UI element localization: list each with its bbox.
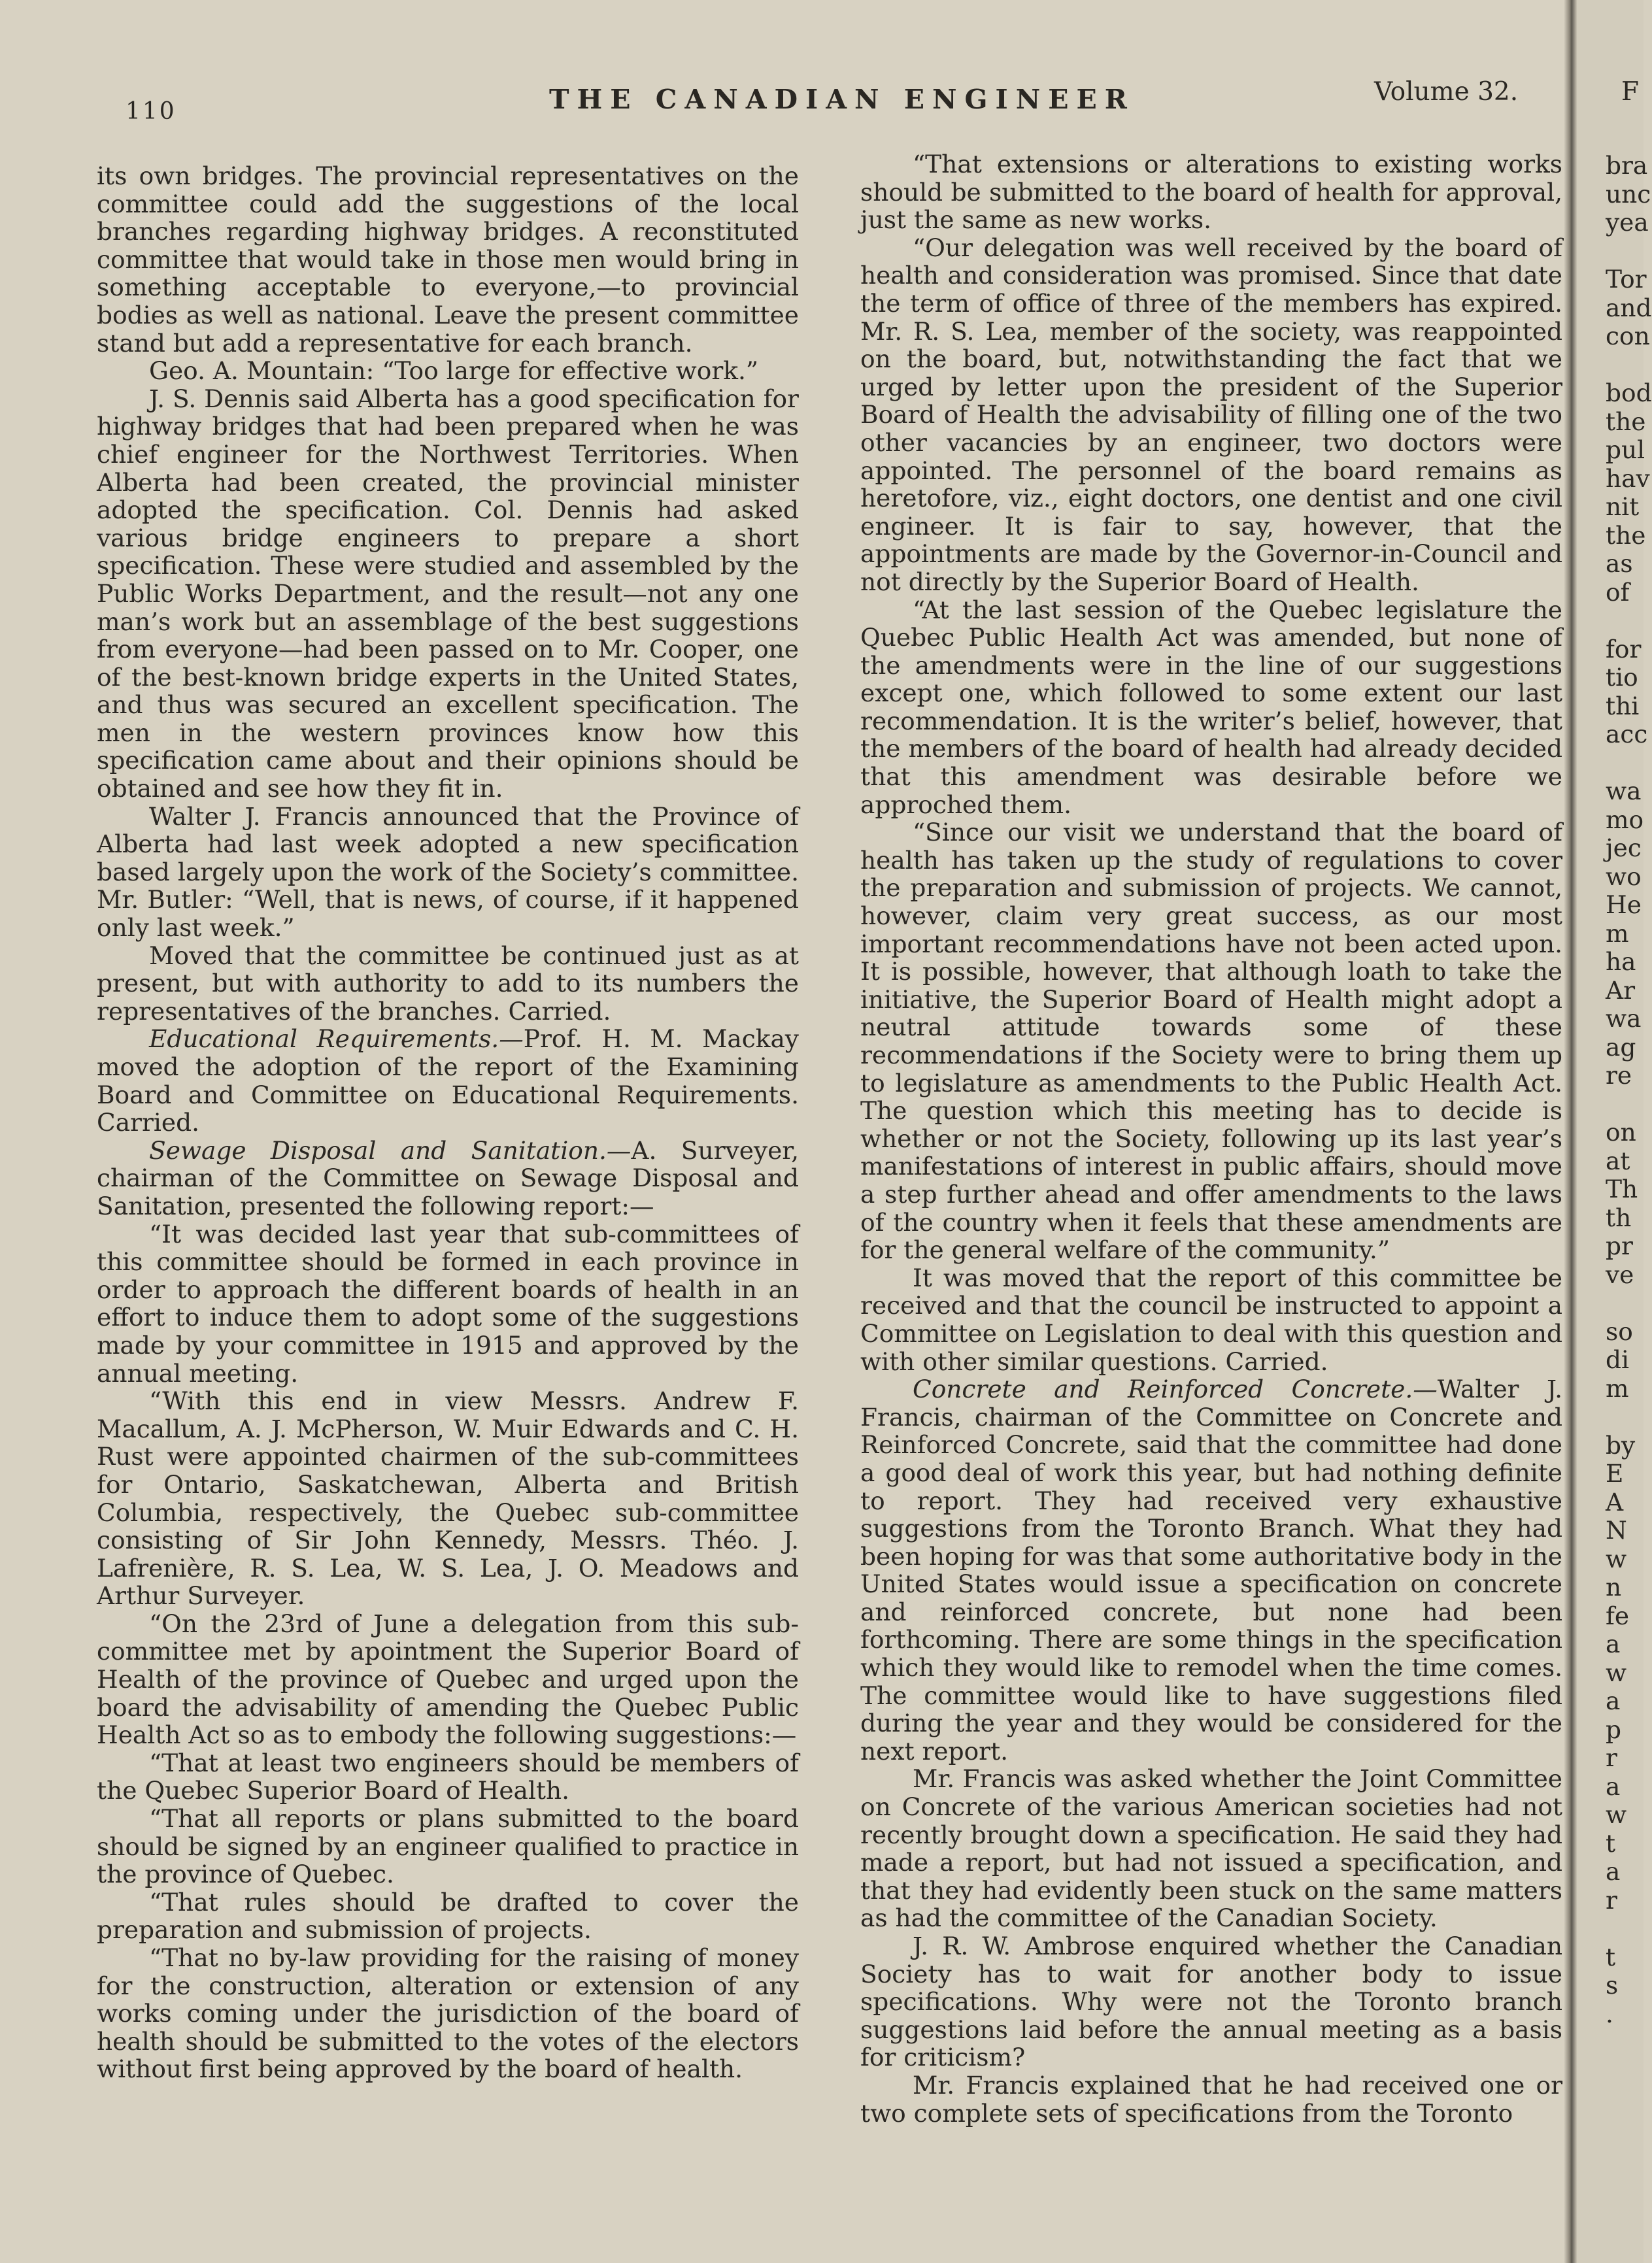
paragraph: It was moved that the report of this committee be received and that the council be instructed to appoint a Committee on Legislation to deal with this question and with other similar questions. Carried. [860,1263,1562,1376]
paragraph-text: A. Surveyer, chairman of the Committee on Sewage Disposal and Sanitation, presented the following report:— [97,1135,800,1220]
paragraph: “With this end in view Messrs. Andrew F. Macallum, A. J. McPherson, W. Muir Edwards and C. H. Rust were appointed chairmen of the sub-committees for Ontario, Saskatchewan, Alberta and British Columbia, respectively, the Quebec sub-committee consisting of Sir John Kennedy, Messrs. Théo. J. Lafrenière, R. S. Lea, W. S. Lea, J. O. Meadows and Arthur Surveyer. [97,1386,799,1611]
paragraph: “That rules should be drafted to cover the preparation and submission of projects. [97,1887,799,1945]
paragraph [860,1375,1562,1765]
paragraph-text: Prof. H. M. Mackay moved the adoption of the report of the Examining Board and Committee on Educational Requirements. Carried. [97,1024,799,1137]
adjacent-page-header: F [1621,77,1640,107]
paragraph: Mr. Francis was asked whether the Joint Committee on Concrete of the various American societies had not recently brought down a specification. He said they had made a report, but had not issued a specification, and that they had evidently been stuck on the same matters as had the committee of the Canadian Society. [860,1764,1562,1933]
page-gutter [1564,0,1577,2263]
paragraph: Mr. Francis explained that he had received one or two complete sets of specifications from the Toronto [860,2070,1562,2128]
paragraph: “Our delegation was well received by the board of health and consideration was promised. Since that date the term of office of three of the members has expired. Mr. R. S. Lea, member of the society, was reappointed on the board, but, notwithstanding the fact that we urged by letter upon the president of the Superior Board of Health the advisability of filling one of the two other vacancies by an engineer, two doctors were appointed. The personnel of the board remains as heretofore, viz., eight doctors, one dentist and one civil engineer. It is fair to say, however, that the appointments are made by the Governor-in-Council and not directly by the Superior Board of Health. [860,233,1562,596]
volume-label: Volume 32. [1374,77,1519,107]
paragraph [97,1137,799,1220]
paragraph-text: Walter J. Francis, chairman of the Committee on Concrete and Reinforced Concrete, said that the committee had done a good deal of work this year, but had nothing definite to report. They had received very exhaustive suggestions from the Toronto Branch. What they had been hoping for was that some authoritative body in the United States would issue a specification on concrete and reinforced concrete, but none had been forthcoming. There are some things in the specification which they would like to remodel when the time comes. The committee would like to have suggestions filed during the year and they would be considered for the next report. [860,1375,1562,1766]
paragraph: Moved that the committee be continued just as at present, but with authority to add to its numbers the representatives of the branches. Carried. [97,941,799,1026]
paragraph: “At the last session of the Quebec legislature the Quebec Public Health Act was amended, but none of the amendments were in the line of our suggestions except one, which followed to some extent our last recommendation. It is the writer’s belief, however, that the members of the board of health had already decided that this amendment was desirable before we approched them. [860,595,1562,819]
paragraph: J. S. Dennis said Alberta has a good specification for highway bridges that had been prepared when he was chief engineer for the Northwest Territories. When Alberta had been created, the provincial minister adopted the specification. Col. Dennis had asked various bridge engineers to prepare a short specification. These were studied and assembled by the Public Works Department, and the result—not any one man’s work but an assemblage of the best suggestions from everyone—had been passed on to Mr. Cooper, one of the best-known bridge experts in the United States, and thus was secured an excellent specification. The men in the western provinces know how this specification came about and their opinions should be obtained and see how they fit in. [97,384,799,803]
left-column [97,162,799,2083]
section-heading-concrete: Concrete and Reinforced Concrete.— [913,1375,1438,1404]
paragraph: “That all reports or plans submitted to the board should be signed by an engineer qualified to practice in the province of Quebec. [97,1804,799,1889]
section-heading-sewage: Sewage Disposal and Sanitation.— [149,1135,632,1165]
paragraph: Walter J. Francis announced that the Province of Alberta had last week adopted a new specification based largely upon the work of the Society’s committee. Mr. Butler: “Well, that is news, of course, if it happened only last week.” [97,801,799,943]
paragraph: its own bridges. The provincial representatives on the committee could add the suggestions of the local branches regarding highway bridges. A reconstituted committee that would take in those men would bring in something acceptable to everyone,—to provincial bodies as well as national. Leave the present committee stand but add a representative for each branch. [97,161,799,358]
paragraph: “On the 23rd of June a delegation from this sub-committee met by apointment the Superior Board of Health of the province of Quebec and urged upon the board the advisability of amending the Quebec Public Health Act so as to embody the following suggestions:— [97,1609,799,1750]
paragraph [97,1025,799,1136]
page-number: 110 [126,98,177,125]
section-heading-educational: Educational Requirements.— [149,1024,524,1054]
adjacent-page-text: bra unc yea Tor and con bod the pul hav nit the as of for tio thi acc wa mo jec wo He m ha Ar wa ag re on at Th th pr ve so di m by E A N w n fe a w a p r a w t a r t s . [1606,151,1652,2028]
paragraph: “That no by-law providing for the raising of money for the construction, alteration or extension of any works coming under the jurisdiction of the board of health should be submitted to the votes of the electors without first being approved by the board of health. [97,1943,799,2084]
paragraph: “It was decided last year that sub-committees of this committee should be formed in each province in order to approach the different boards of health in an effort to induce them to adopt some of the suggestions made by your committee in 1915 and approved by the annual meeting. [97,1219,799,1388]
paragraph: J. R. W. Ambrose enquired whether the Canadian Society has to wait for another body to issue specifications. Why were not the Toronto branch suggestions laid before the annual meeting as a basis for criticism? [860,1932,1562,2072]
right-column [860,150,1562,2127]
paragraph: Geo. A. Mountain: “Too large for effective work.” [149,356,759,386]
paragraph: “That extensions or alterations to existing works should be submitted to the board of health for approval, just the same as new works. [860,150,1562,235]
journal-title: THE CANADIAN ENGINEER [549,84,1135,115]
paragraph: “Since our visit we understand that the board of health has taken up the study of regulations to cover the preparation and submission of projects. We cannot, however, claim very great success, as our most important recommendations have not been acted upon. It is possible, however, that although loath to take the initiative, the Superior Board of Health might adopt a neutral attitude towards some of these recommendations if the Society were to bring them up to legislature as amendments to the Public Health Act. The question which this meeting has to decide is whether or not the Society, following up its last year’s manifestations of interest in public affairs, should move a step further ahead and offer amendments to the laws of the country when it feels that these amendments are for the general welfare of the community.” [860,818,1562,1265]
paragraph: “That at least two engineers should be members of the Quebec Superior Board of Health. [97,1748,799,1805]
